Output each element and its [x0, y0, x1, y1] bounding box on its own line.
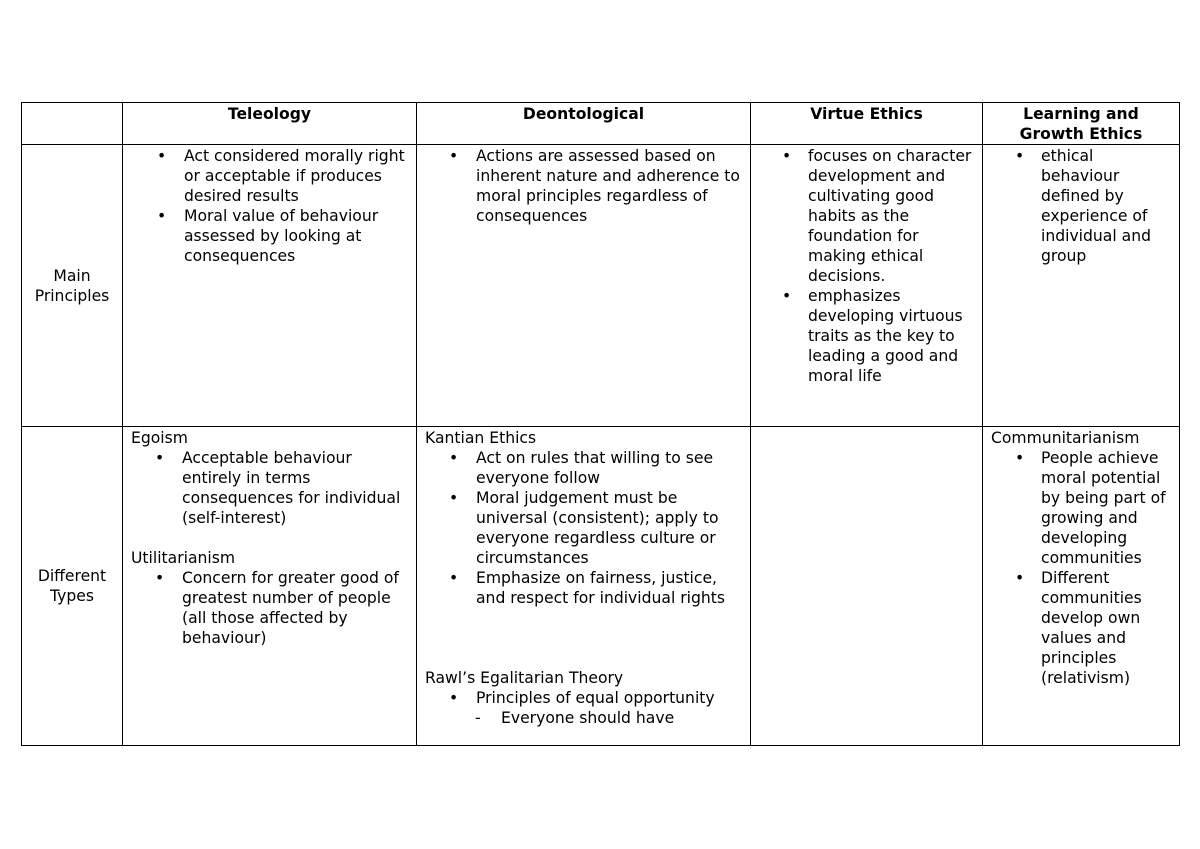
- cell-virtue-principles: [751, 145, 983, 427]
- bullet-icon: •: [1015, 449, 1025, 467]
- header-row: [22, 103, 1180, 145]
- list-item: • Concern for greater good of greatest number of people (all those affected by behaviour): [131, 568, 410, 648]
- list-item: • Act on rules that willing to see everyone follow: [449, 449, 714, 487]
- header-deontological: Deontological: [417, 103, 751, 145]
- bullet-icon: •: [782, 147, 792, 165]
- bullet-icon: •: [449, 147, 459, 165]
- list-item: • focuses on character development and cultivating good habits as the foundation for making ethical decisions.: [782, 147, 972, 285]
- bullet-icon: •: [1015, 569, 1025, 587]
- header-virtue-ethics: Virtue Ethics: [751, 103, 983, 145]
- list-item: • Acceptable behaviour entirely in terms consequences for individual (self-interest): [131, 448, 410, 528]
- cell-virtue-types: [751, 427, 983, 746]
- subheading-egoism: Egoism: [131, 429, 188, 447]
- dash-icon: -: [475, 709, 481, 727]
- list-item: • emphasizes developing virtuous traits as the key to leading a good and moral life: [782, 287, 963, 385]
- cell-learning-principles: [983, 145, 1180, 427]
- subheading-rawls-egalitarian-theory: Rawl’s Egalitarian Theory: [425, 669, 624, 687]
- list-item: • Act considered morally right or acceptable if produces desired results: [157, 147, 405, 205]
- note-text: (all those affected by behaviour): [182, 609, 348, 647]
- cell-teleology-principles: [123, 145, 417, 427]
- note-text: (self-interest): [182, 509, 287, 527]
- ethics-comparison-table: [21, 102, 1180, 746]
- bullet-icon: •: [449, 689, 459, 707]
- row-label-line: Principles: [34, 286, 110, 305]
- cell-deontological-principles: [417, 145, 751, 427]
- different-types-row: [22, 427, 1180, 746]
- dash-list-item: - Everyone should have: [475, 709, 675, 727]
- list-item: • ethical behaviour defined by experience of individual and group: [1015, 147, 1151, 265]
- bullet-icon: •: [449, 449, 459, 467]
- list-item: • Moral value of behaviour assessed by looking at consequences: [157, 207, 379, 265]
- header-blank-cell: [22, 103, 123, 145]
- cell-deontological-types: [417, 427, 751, 746]
- subheading-utilitarianism: Utilitarianism: [131, 549, 236, 567]
- bullet-icon: •: [782, 287, 792, 305]
- header-learning-growth-ethics: [983, 103, 1180, 145]
- list-item: • Principles of equal opportunity: [449, 689, 715, 707]
- bullet-icon: •: [157, 207, 167, 225]
- row-label-line: Different: [37, 567, 107, 585]
- list-item: • Moral judgement must be universal (consistent); apply to everyone regardless culture or circumstances: [449, 489, 719, 567]
- subheading-communitarianism: Communitarianism: [991, 429, 1140, 447]
- list-item: • Different communities develop own values and principles (relativism): [1015, 569, 1142, 687]
- row-label-line: Types: [50, 587, 94, 605]
- header-learning-line1: Learning and: [1023, 105, 1139, 123]
- list-item: • Emphasize on fairness, justice, and respect for individual rights: [449, 569, 726, 607]
- cell-teleology-types: [123, 427, 417, 746]
- list-item: • Actions are assessed based on inherent nature and adherence to moral principles regardless of consequences: [449, 147, 740, 225]
- row-label-main-principles: [22, 145, 123, 427]
- bullet-icon: •: [1015, 147, 1025, 165]
- cell-learning-types: [983, 427, 1180, 746]
- bullet-icon: •: [155, 569, 165, 587]
- bullet-icon: •: [449, 489, 459, 507]
- main-principles-row: [22, 145, 1180, 427]
- row-label-different-types: [22, 427, 123, 746]
- bullet-icon: •: [155, 449, 165, 467]
- row-label-line: Main: [53, 266, 91, 285]
- subheading-kantian-ethics: Kantian Ethics: [425, 429, 537, 447]
- header-teleology: Teleology: [123, 103, 417, 145]
- list-item: • People achieve moral potential by being part of growing and developing communities: [1015, 449, 1166, 567]
- bullet-icon: •: [449, 569, 459, 587]
- header-learning-line2: Growth Ethics: [1019, 125, 1143, 143]
- bullet-icon: •: [157, 147, 167, 165]
